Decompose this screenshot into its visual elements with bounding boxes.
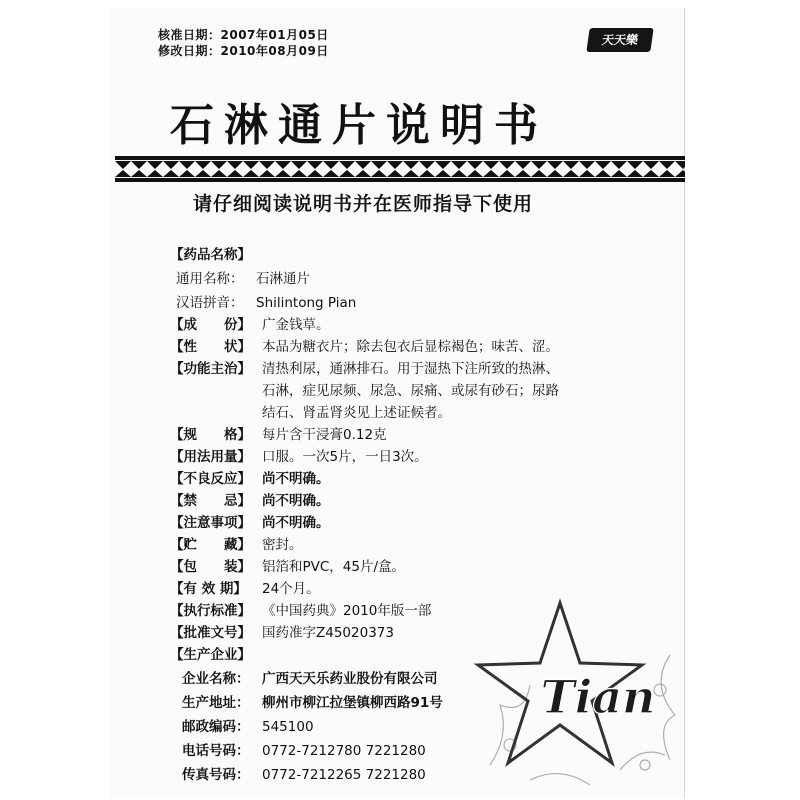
pinyin-value: Shilintong Pian [256, 295, 357, 311]
address-label: 生产地址： [182, 695, 250, 711]
package-value: 铝箔和PVC，45片/盒。 [262, 559, 406, 575]
brand-logo: 天天樂 [586, 28, 653, 52]
fax-value: 0772-7212265 7221280 [262, 767, 426, 783]
contra-label: 【禁 忌】 [170, 493, 251, 509]
page-subtitle: 请仔细阅读说明书并在医师指导下使用 [193, 193, 534, 215]
appearance-label: 【性 状】 [170, 339, 251, 355]
ingredients-value: 广金钱草。 [262, 317, 330, 333]
manufacturer-header: 【生产企业】 [170, 647, 251, 663]
indications-line-1: 清热利尿，通淋排石。用于湿热下注所致的热淋、 [262, 361, 559, 377]
postcode-label: 邮政编码： [182, 719, 250, 735]
storage-label: 【贮 藏】 [170, 537, 251, 553]
postcode-value: 545100 [262, 719, 314, 735]
spec-label: 【规 格】 [170, 427, 251, 443]
contra-value: 尚不明确。 [262, 493, 330, 509]
validity-value: 24个月。 [262, 581, 320, 597]
drug-name-header: 【药品名称】 [170, 247, 251, 263]
company-value: 广西天天乐药业股份有限公司 [262, 671, 438, 687]
fax-label: 传真号码： [182, 767, 250, 783]
indications-line-3: 结石、肾盂肾炎见上述证候者。 [262, 405, 451, 421]
dosage-value: 口服。一次5片，一日3次。 [262, 449, 428, 465]
precaution-value: 尚不明确。 [262, 515, 330, 531]
precaution-label: 【注意事项】 [170, 515, 251, 531]
standard-value: 《中国药典》2010年版一部 [262, 603, 432, 619]
adverse-label: 【不良反应】 [170, 471, 251, 487]
appearance-value: 本品为糖衣片；除去包衣后显棕褐色；味苦、涩。 [262, 339, 559, 355]
storage-value: 密封。 [262, 537, 303, 553]
ingredients-label: 【成 份】 [170, 317, 251, 333]
indications-label: 【功能主治】 [170, 361, 251, 377]
package-label: 【包 装】 [170, 559, 251, 575]
pinyin-label: 汉语拼音： [176, 295, 244, 311]
adverse-value: 尚不明确。 [262, 471, 330, 487]
approval-date: 核准日期：2007年01月05日 [158, 28, 329, 42]
phone-value: 0772-7212780 7221280 [262, 743, 426, 759]
generic-value: 石淋通片 [256, 271, 310, 287]
approval-no-label: 【批准文号】 [170, 625, 251, 641]
decorative-border [115, 156, 685, 182]
star-watermark [470, 595, 700, 795]
spec-value: 每片含干浸膏0.12克 [262, 427, 387, 443]
validity-label: 【有 效 期】 [170, 581, 247, 597]
phone-label: 电话号码： [182, 743, 250, 759]
generic-label: 通用名称： [176, 271, 244, 287]
watermark-text: Tian [540, 670, 656, 724]
indications-line-2: 石淋，症见尿频、尿急、尿痛、或尿有砂石；尿路 [262, 383, 559, 399]
revision-date: 修改日期：2010年08月09日 [158, 44, 329, 58]
company-label: 企业名称： [182, 671, 250, 687]
page-title: 石淋通片说明书 [170, 100, 548, 151]
dosage-label: 【用法用量】 [170, 449, 251, 465]
approval-no-value: 国药准字Z45020373 [262, 625, 394, 641]
standard-label: 【执行标准】 [170, 603, 251, 619]
address-value: 柳州市柳江拉堡镇柳西路91号 [262, 695, 443, 711]
